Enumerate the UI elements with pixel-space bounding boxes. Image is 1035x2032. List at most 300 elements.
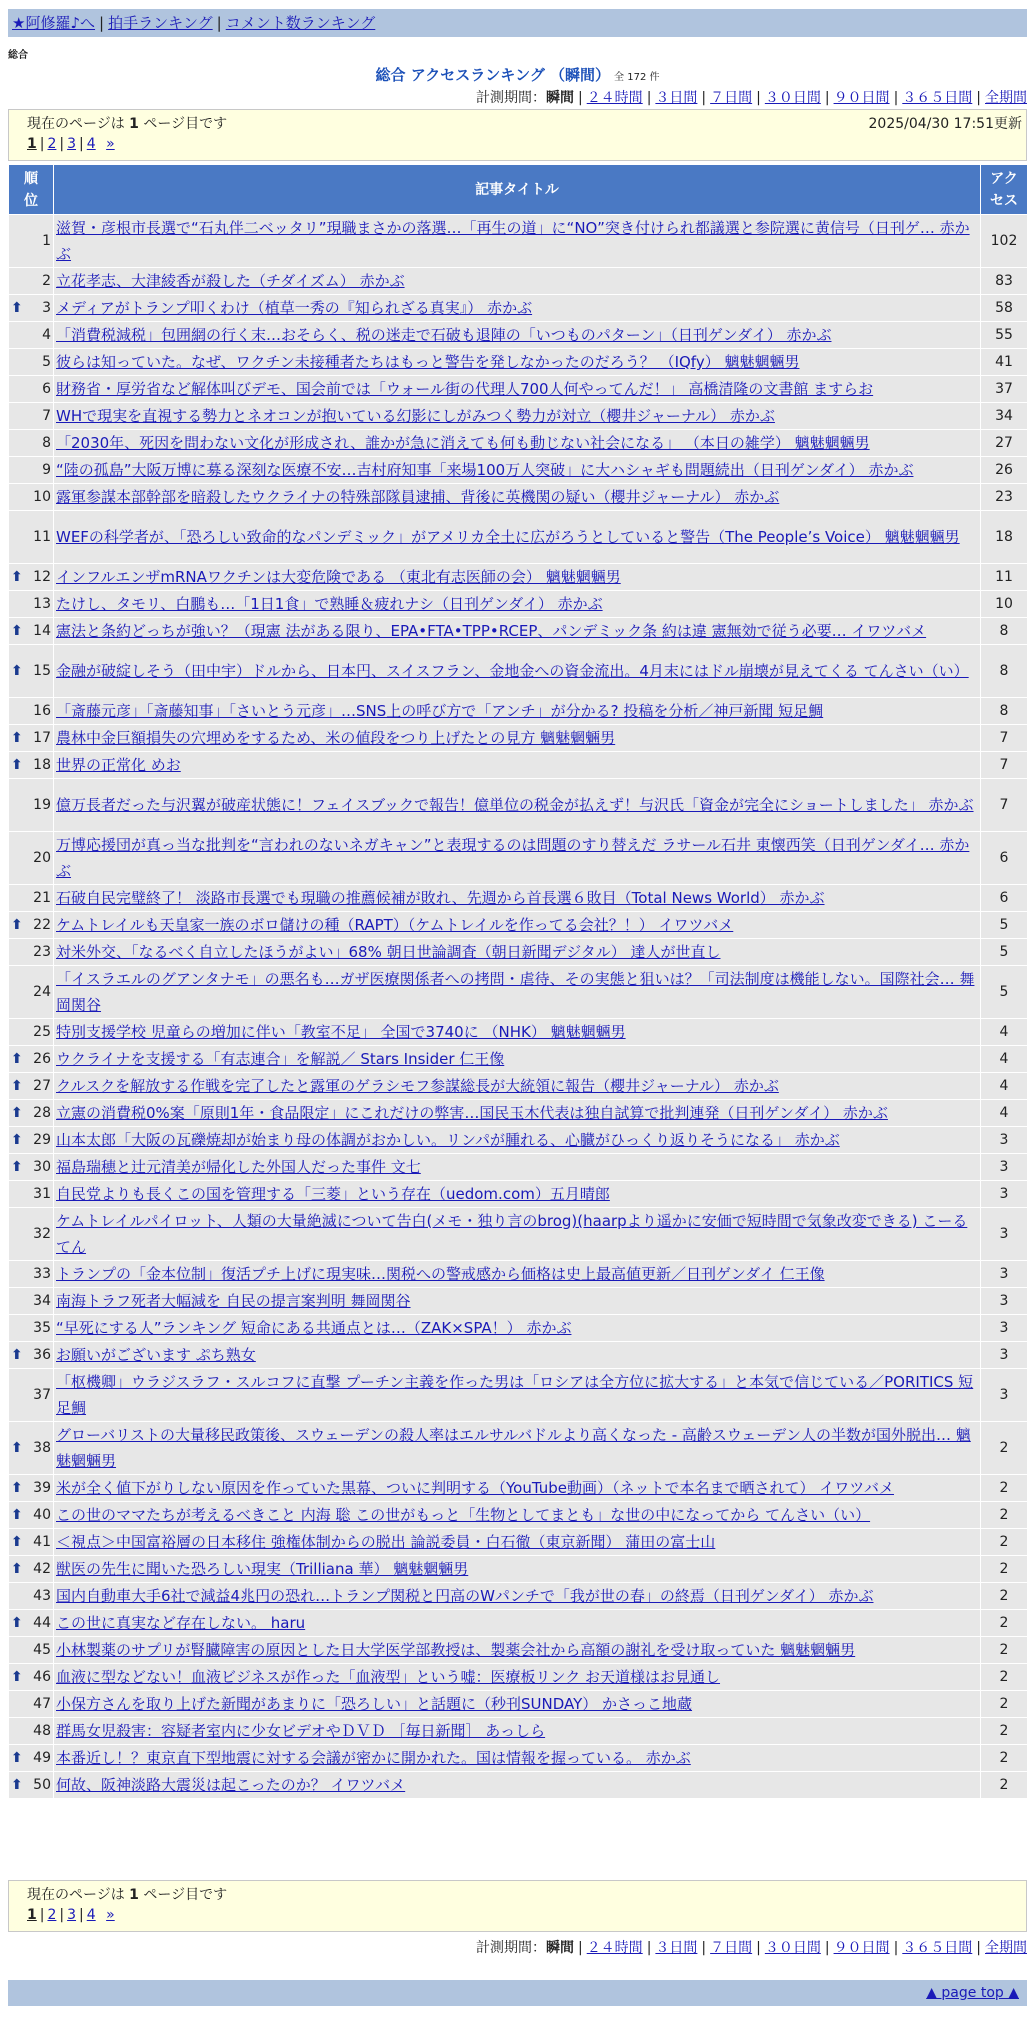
period-separator: |	[577, 90, 583, 106]
article-link[interactable]: トランプの「金本位制」復活プチ上げに現実味…関税への警戒感から価格は史上最高値更新／日刊ゲンダイ 仁王像	[56, 1265, 825, 1283]
rank-cell	[9, 591, 53, 617]
article-link[interactable]: 農林中金巨額損失の穴埋めをするため、米の値段をつり上げたとの見方 魑魅魍魎男	[56, 729, 616, 747]
next-page-link[interactable]: »	[106, 1907, 115, 1923]
table-row	[9, 268, 1027, 294]
table-row	[9, 939, 1027, 965]
nav-separator: |	[99, 14, 105, 32]
article-link[interactable]: メディアがトランプ叩くわけ（植草一秀の『知られざる真実』） 赤かぶ	[56, 299, 533, 317]
article-link[interactable]: ケムトレイルパイロット、人類の大量絶滅について告白(メモ・独り言のbrog)(haarpより遥かに安価で短時間で気象改変できる) こーるてん	[56, 1212, 968, 1256]
period-link[interactable]: ２４時間	[586, 1940, 643, 1956]
article-link[interactable]: 何故、阪神淡路大震災は起こったのか？ イワツバメ	[56, 1776, 406, 1794]
article-link[interactable]: 国内自動車大手6社で減益4兆円の恐れ…トランプ関税と円高のWパンチで「我が世の春」の終焉（日刊ゲンダイ） 赤かぶ	[56, 1587, 874, 1605]
page-top-link[interactable]: ▲ page top ▲	[926, 1985, 1019, 2001]
article-link[interactable]: この世のママたちが考えるべきこと 内海 聡 この世がもっと「生物としてまとも」な世の中になってから てんさい（い）	[56, 1506, 871, 1524]
table-row	[9, 1691, 1027, 1717]
period-separator: |	[646, 90, 652, 106]
period-link[interactable]: ９０日間	[833, 90, 890, 106]
page-separator: |	[79, 136, 84, 152]
period-link[interactable]: ３０日間	[764, 90, 821, 106]
article-link[interactable]: 「斎藤元彦」「斎藤知事」「さいとう元彦」…SNS上の呼び方で「アンチ」が分かる? 投稿を分析／神戸新聞 短足鯛	[56, 702, 824, 720]
table-row	[9, 1100, 1027, 1126]
rank-cell	[9, 1288, 53, 1314]
title-cell	[54, 1181, 980, 1207]
rank-number: 16	[33, 703, 51, 719]
rank-up-arrow-icon: ⬆	[11, 757, 23, 773]
table-row	[9, 457, 1027, 483]
access-count: 23	[981, 484, 1027, 510]
article-link[interactable]: 特別支援学校 児童らの増加に伴い「教室不足」 全国で3740に （NHK） 魑魅魍魎男	[56, 1023, 626, 1041]
rank-cell	[9, 215, 53, 267]
page-status-suffix: ページ目です	[138, 116, 228, 132]
period-separator: |	[976, 90, 981, 106]
article-link[interactable]: 小林製薬のサプリが腎臓障害の原因とした日大学医学部教授は、製薬会社から高額の謝礼を受け取っていた 魑魅魍魎男	[56, 1641, 856, 1659]
rank-cell	[9, 484, 53, 510]
rank-number: 50	[33, 1777, 51, 1793]
rank-cell	[9, 885, 53, 911]
rank-number: 24	[33, 984, 51, 1000]
rank-cell	[9, 403, 53, 429]
category-label: 総合	[8, 50, 28, 61]
access-count: 37	[981, 376, 1027, 402]
rank-cell	[9, 430, 53, 456]
article-link[interactable]: 獣医の先生に聞いた恐ろしい現実（Trilliana 華） 魑魅魍魎男	[56, 1560, 469, 1578]
article-link[interactable]: 「2030年、死因を問わない文化が形成され、誰かが急に消えても何も動じない社会になる」 （本日の雑学） 魑魅魍魎男	[56, 434, 870, 452]
page-link[interactable]: 3	[67, 136, 77, 152]
title-cell	[54, 832, 980, 884]
article-link[interactable]: ウクライナを支援する「有志連合」を解説／ Stars Insider 仁王像	[56, 1050, 505, 1068]
article-link[interactable]: 世界の正常化 めお	[56, 756, 181, 774]
rank-cell	[9, 1369, 53, 1421]
table-row	[9, 1208, 1027, 1260]
period-separator: |	[701, 90, 707, 106]
rank-cell	[9, 1664, 53, 1690]
access-count: 102	[981, 215, 1027, 267]
access-count: 8	[981, 618, 1027, 644]
next-page-link[interactable]: »	[106, 136, 115, 152]
table-row	[9, 912, 1027, 938]
page-status-number: 1	[129, 116, 139, 132]
col-header-rank-text: 順 位	[24, 170, 38, 209]
access-count: 5	[981, 912, 1027, 938]
period-separator: |	[577, 1940, 583, 1956]
pager-top	[8, 109, 1027, 161]
table-row	[9, 1422, 1027, 1474]
ranking-table	[8, 164, 1028, 1799]
col-header-access-text: アク セス	[990, 170, 1018, 209]
access-count: 4	[981, 1019, 1027, 1045]
period-link[interactable]: ３６５日間	[902, 1940, 973, 1956]
title-cell	[54, 457, 980, 483]
table-row	[9, 1502, 1027, 1528]
article-link[interactable]: 「枢機卿」ウラジスラフ・スルコフに直撃 プーチン主義を作った男は「ロシアは全方位に拡大する」と本気で信じている／PORITICS 短足鯛	[56, 1373, 974, 1417]
article-link[interactable]: 立花孝志、大津綾香が殺した（チダイズム） 赤かぶ	[56, 272, 405, 290]
table-row	[9, 645, 1027, 697]
table-row	[9, 1315, 1027, 1341]
rank-number: 4	[42, 327, 51, 343]
rank-number: 43	[33, 1588, 51, 1604]
rank-number: 36	[33, 1347, 51, 1363]
rank-number: 28	[33, 1105, 51, 1121]
access-count: 6	[981, 832, 1027, 884]
access-count: 3	[981, 1342, 1027, 1368]
rank-number: 11	[33, 529, 51, 545]
rank-number: 40	[33, 1507, 51, 1523]
rank-up-arrow-icon: ⬆	[11, 1440, 23, 1456]
title-cell	[54, 1342, 980, 1368]
rank-number: 41	[33, 1534, 51, 1550]
rank-up-arrow-icon: ⬆	[11, 300, 23, 316]
table-row	[9, 295, 1027, 321]
period-separator: |	[646, 1940, 652, 1956]
rank-cell	[9, 1772, 53, 1798]
period-separator: |	[824, 90, 830, 106]
article-link[interactable]: 金融が破綻しそう（田中宇）ドルから、日本円、スイスフラン、金地金への資金流出。4月末にはドル崩壊が見えてくる てんさい（い）	[56, 662, 969, 680]
table-row	[9, 885, 1027, 911]
article-link[interactable]: 立憲の消費税0%案「原則1年・食品限定」にこれだけの弊害…国民玉木代表は独自試算で批判連発（日刊ゲンダイ） 赤かぶ	[56, 1104, 888, 1122]
rank-cell	[9, 939, 53, 965]
rank-up-arrow-icon: ⬆	[11, 1750, 23, 1766]
rank-cell	[9, 1610, 53, 1636]
article-link[interactable]: たけし、タモリ、白鵬も…「1日1食」で熟睡＆疲れナシ（日刊ゲンダイ） 赤かぶ	[56, 595, 603, 613]
access-count: 7	[981, 779, 1027, 831]
table-row	[9, 1637, 1027, 1663]
article-link[interactable]: 「イスラエルのグアンタナモ」の悪名も…ガザ医療関係者への拷問・虐待、その実態と狙いは？「司法制度は機能しない。国際社会… 舞岡関谷	[56, 970, 975, 1014]
rank-cell	[9, 457, 53, 483]
table-row	[9, 618, 1027, 644]
table-row	[9, 1369, 1027, 1421]
rank-up-arrow-icon: ⬆	[11, 1105, 23, 1121]
period-separator: |	[701, 1940, 707, 1956]
page-title-line	[0, 64, 1035, 85]
table-row	[9, 511, 1027, 563]
nav-separator: |	[216, 14, 222, 32]
title-cell	[54, 1208, 980, 1260]
article-link[interactable]: 本番近し！？東京直下型地震に対する会議が密かに開かれた。国は情報を握っている。 赤かぶ	[56, 1749, 691, 1767]
article-link[interactable]: “陸の孤島”大阪万博に募る深刻な医療不安…吉村府知事「来場100万人突破」に大ハシャギも問題続出（日刊ゲンダイ） 赤かぶ	[56, 461, 914, 479]
rank-number: 18	[33, 757, 51, 773]
title-cell	[54, 322, 980, 348]
rank-number: 31	[33, 1186, 51, 1202]
access-count: 7	[981, 725, 1027, 751]
article-link[interactable]: 南海トラフ死者大幅減を 自民の提言案判明 舞岡関谷	[56, 1292, 411, 1310]
access-count: 2	[981, 1691, 1027, 1717]
article-link[interactable]: 山本太郎「大阪の瓦礫焼却が始まり母の体調がおかしい。リンパが腫れる、心臓がひっくり返りそうになる」 赤かぶ	[56, 1131, 840, 1149]
article-link[interactable]: 滋賀・彦根市長選で“石丸伴二ベッタリ”現職まさかの落選…「再生の道」に“NO”突き付けられ都議選と参院選に黄信号（日刊ゲ… 赤かぶ	[56, 219, 970, 263]
access-count: 7	[981, 752, 1027, 778]
page-current: 1	[27, 136, 37, 152]
rank-cell	[9, 1261, 53, 1287]
access-count: 41	[981, 349, 1027, 375]
rank-number: 49	[33, 1750, 51, 1766]
article-link[interactable]: 小保方さんを取り上げた新聞があまりに「恐ろしい」と話題に（秒刊SUNDAY） かさっこ地蔵	[56, 1695, 693, 1713]
article-link[interactable]: ケムトレイルも天皇家一族のボロ儲けの種（RAPT）（ケムトレイルを作ってる会社？！） イワツバメ	[56, 916, 734, 934]
access-count: 2	[981, 1422, 1027, 1474]
page-separator: |	[79, 1907, 84, 1923]
rank-up-arrow-icon: ⬆	[11, 917, 23, 933]
article-link[interactable]: 彼らは知っていた。なぜ、ワクチン未接種者たちはもっと警告を発しなかったのだろう？ （IQfy） 魑魅魍魎男	[56, 353, 800, 371]
title-cell	[54, 430, 980, 456]
access-count: 5	[981, 966, 1027, 1018]
page-status-number: 1	[129, 1887, 139, 1903]
rank-cell	[9, 1342, 53, 1368]
rank-number: 37	[33, 1387, 51, 1403]
title-cell	[54, 1315, 980, 1341]
rank-cell	[9, 698, 53, 724]
period-label: 計測期間：	[475, 1940, 546, 1956]
rank-number: 10	[33, 489, 51, 505]
access-count: 2	[981, 1664, 1027, 1690]
access-count: 3	[981, 1369, 1027, 1421]
col-header-title: 記事タイトル	[54, 165, 980, 214]
rank-cell	[9, 618, 53, 644]
rank-cell	[9, 295, 53, 321]
table-row	[9, 1475, 1027, 1501]
access-count: 2	[981, 1556, 1027, 1582]
title-cell	[54, 564, 980, 590]
rank-cell	[9, 1208, 53, 1260]
access-count: 3	[981, 1315, 1027, 1341]
table-row	[9, 1342, 1027, 1368]
rank-cell	[9, 1556, 53, 1582]
page-separator: |	[39, 1907, 45, 1923]
title-cell	[54, 1502, 980, 1528]
article-link[interactable]: 群馬女児殺害：容疑者室内に少女ビデオやＤＶＤ ［毎日新聞］ あっしら	[56, 1722, 546, 1740]
title-cell	[54, 1422, 980, 1474]
title-cell	[54, 1529, 980, 1555]
table-row	[9, 430, 1027, 456]
article-link[interactable]: 万博応援団が真っ当な批判を“言われのないネガキャン”と表現するのは問題のすり替えだ ラサール石井 東懐西笑（日刊ゲンダイ… 赤かぶ	[56, 836, 970, 880]
title-cell	[54, 966, 980, 1018]
rank-number: 1	[42, 233, 51, 249]
title-cell	[54, 376, 980, 402]
rank-number: 34	[33, 1293, 51, 1309]
rank-number: 13	[33, 596, 51, 612]
home-link[interactable]: ★阿修羅♪へ	[12, 14, 96, 32]
rank-up-arrow-icon: ⬆	[11, 1132, 23, 1148]
period-link[interactable]: ７日間	[710, 90, 753, 106]
title-cell	[54, 1610, 980, 1636]
table-row	[9, 322, 1027, 348]
access-count: 3	[981, 1261, 1027, 1287]
access-count: 2	[981, 1583, 1027, 1609]
article-link[interactable]: 対米外交、「なるべく自立したほうがよい」68% 朝日世論調査（朝日新聞デジタル） 達人が世直し	[56, 943, 721, 961]
rank-number: 7	[42, 408, 51, 424]
article-link[interactable]: お願いがございます ぷち熟女	[56, 1346, 256, 1364]
table-row	[9, 1154, 1027, 1180]
rank-cell	[9, 349, 53, 375]
rank-number: 2	[42, 273, 51, 289]
access-count: 2	[981, 1529, 1027, 1555]
rank-number: 3	[42, 300, 51, 316]
title-cell	[54, 1637, 980, 1663]
access-count: 4	[981, 1100, 1027, 1126]
rank-cell	[9, 1691, 53, 1717]
access-count: 58	[981, 295, 1027, 321]
period-link[interactable]: ７日間	[710, 1940, 753, 1956]
rank-number: 8	[42, 435, 51, 451]
page-separator: |	[59, 136, 65, 152]
article-link[interactable]: 米が全く値下がりしない原因を作っていた黒幕、ついに判明する（YouTube動画）（ネットで本名まで晒されて） イワツバメ	[56, 1479, 894, 1497]
footer-bar	[8, 1980, 1027, 2006]
rank-cell	[9, 1046, 53, 1072]
title-cell	[54, 1475, 980, 1501]
period-selector-top	[476, 87, 1027, 107]
period-link[interactable]: ３６５日間	[902, 90, 973, 106]
rank-cell	[9, 645, 53, 697]
rank-number: 48	[33, 1723, 51, 1739]
table-row	[9, 1718, 1027, 1744]
period-link[interactable]: ９０日間	[833, 1940, 890, 1956]
rank-cell	[9, 1502, 53, 1528]
rank-cell	[9, 1529, 53, 1555]
pager-bottom	[8, 1880, 1027, 1932]
table-row	[9, 484, 1027, 510]
page-link[interactable]: 2	[47, 136, 57, 152]
table-row	[9, 1610, 1027, 1636]
rank-number: 33	[33, 1266, 51, 1282]
title-cell	[54, 1718, 980, 1744]
rank-cell	[9, 1745, 53, 1771]
period-link[interactable]: ３０日間	[764, 1940, 821, 1956]
title-cell	[54, 1745, 980, 1771]
title-cell	[54, 912, 980, 938]
rank-cell	[9, 268, 53, 294]
rank-cell	[9, 1181, 53, 1207]
table-row	[9, 1664, 1027, 1690]
article-link[interactable]: ＜視点＞中国富裕層の日本移住 強権体制からの脱出 論説委員・白石徹（東京新聞） 蒲田の富士山	[56, 1533, 716, 1551]
title-cell	[54, 1100, 980, 1126]
access-count: 55	[981, 322, 1027, 348]
access-count: 34	[981, 403, 1027, 429]
rank-number: 23	[33, 944, 51, 960]
title-cell	[54, 1772, 980, 1798]
rank-number: 26	[33, 1051, 51, 1067]
rank-up-arrow-icon: ⬆	[11, 730, 23, 746]
table-row	[9, 564, 1027, 590]
rank-up-arrow-icon: ⬆	[11, 623, 23, 639]
article-link[interactable]: 露軍参謀本部幹部を暗殺したウクライナの特殊部隊員逮捕、背後に英機関の疑い（櫻井ジャーナル） 赤かぶ	[56, 488, 780, 506]
period-selector-bottom	[476, 1937, 1027, 1957]
page-links	[27, 1907, 115, 1923]
col-header-access	[981, 165, 1027, 214]
page-link[interactable]: 4	[86, 136, 96, 152]
access-count: 8	[981, 645, 1027, 697]
table-row	[9, 1583, 1027, 1609]
access-count: 2	[981, 1772, 1027, 1798]
page-separator: |	[59, 1907, 65, 1923]
title-cell	[54, 645, 980, 697]
page-link[interactable]: 2	[47, 1907, 57, 1923]
title-cell	[54, 403, 980, 429]
article-link[interactable]: インフルエンザmRNAワクチンは大変危険である （東北有志医師の会） 魑魅魍魎男	[56, 568, 621, 586]
title-cell	[54, 1154, 980, 1180]
title-cell	[54, 591, 980, 617]
access-count: 4	[981, 1073, 1027, 1099]
comment-ranking-link[interactable]: コメント数ランキング	[225, 14, 376, 32]
title-cell	[54, 511, 980, 563]
rank-number: 12	[33, 569, 51, 585]
title-cell	[54, 1664, 980, 1690]
article-link[interactable]: 福島瑞穂と辻元清美が帰化した外国人だった事件 文七	[56, 1158, 421, 1176]
period-link[interactable]: ３日間	[655, 1940, 698, 1956]
rank-number: 42	[33, 1561, 51, 1577]
rank-number: 44	[33, 1615, 51, 1631]
title-cell	[54, 779, 980, 831]
page-link[interactable]: 3	[67, 1907, 77, 1923]
rank-cell	[9, 322, 53, 348]
title-cell	[54, 1691, 980, 1717]
title-cell	[54, 698, 980, 724]
top-nav-bar	[8, 9, 1027, 37]
period-link[interactable]: ３日間	[655, 90, 698, 106]
article-link[interactable]: 億万長者だった与沢翼が破産状態に！フェイスブックで報告！億単位の税金が払えず！与沢氏「資金が完全にショートしました」 赤かぶ	[56, 796, 974, 814]
rank-up-arrow-icon: ⬆	[11, 1777, 23, 1793]
rank-number: 9	[42, 462, 51, 478]
table-row	[9, 591, 1027, 617]
article-link[interactable]: 血液に型などない！血液ビジネスが作った「血液型」という嘘：医療板リンク お天道様はお見通し	[56, 1668, 721, 1686]
clap-ranking-link[interactable]: 拍手ランキング	[108, 14, 213, 32]
page-separator	[99, 136, 103, 152]
article-link[interactable]: グローバリストの大量移民政策後、スウェーデンの殺人率はエルサルバドルより高くなった - 高齢スウェーデン人の半数が国外脱出… 魑魅魍魎男	[56, 1426, 971, 1470]
rank-cell	[9, 376, 53, 402]
article-link[interactable]: クルスクを解放する作戦を完了したと露軍のゲラシモフ参謀総長が大統領に報告（櫻井ジャーナル） 赤かぶ	[56, 1077, 779, 1095]
period-link[interactable]: ２４時間	[586, 90, 643, 106]
title-cell	[54, 1127, 980, 1153]
rank-cell	[9, 511, 53, 563]
rank-cell	[9, 1073, 53, 1099]
title-cell	[54, 885, 980, 911]
period-separator: |	[756, 1940, 761, 1956]
table-row	[9, 1529, 1027, 1555]
period-link[interactable]: 全期間	[985, 90, 1027, 106]
rank-number: 39	[33, 1480, 51, 1496]
article-link[interactable]: この世に真実など存在しない。 haru	[56, 1614, 306, 1632]
rank-number: 38	[33, 1440, 51, 1456]
rank-number: 35	[33, 1320, 51, 1336]
article-link[interactable]: 憲法と条約どっちが強い？（現憲 法がある限り、EPA•FTA•TPP•RCEP、パンデミック条 約は違 憲無効で従う必要… イワツバメ	[56, 622, 927, 640]
rank-number: 32	[33, 1226, 51, 1242]
article-link[interactable]: 自民党よりも長くこの国を管理する「三菱」という存在（uedom.com）五月晴郎	[56, 1185, 610, 1203]
period-label: 計測期間：	[475, 90, 546, 106]
access-count: 2	[981, 1745, 1027, 1771]
col-header-rank	[9, 165, 53, 214]
rank-number: 45	[33, 1642, 51, 1658]
period-separator: |	[893, 90, 899, 106]
period-current: 瞬間	[545, 1940, 574, 1956]
article-link[interactable]: 石破自民完璧終了！ 淡路市長選でも現職の推薦候補が敗れ、先週から首長選６敗目（Total News World） 赤かぶ	[56, 889, 825, 907]
article-link[interactable]: WHで現実を直視する勢力とネオコンが抱いている幻影にしがみつく勢力が対立（櫻井ジャーナル） 赤かぶ	[56, 407, 775, 425]
rank-up-arrow-icon: ⬆	[11, 1561, 23, 1577]
rank-number: 22	[33, 917, 51, 933]
table-row	[9, 1073, 1027, 1099]
article-link[interactable]: 財務省・厚労省など解体叫びデモ、国会前では「ウォール街の代理人700人何やってんだ！」 高橋清隆の文書館 ますらお	[56, 380, 874, 398]
title-cell	[54, 349, 980, 375]
page-link[interactable]: 4	[86, 1907, 96, 1923]
article-link[interactable]: 「消費税減税」包囲網の行く末…おそらく、税の迷走で石破も退陣の「いつものパターン」（日刊ゲンダイ） 赤かぶ	[56, 326, 832, 344]
table-row	[9, 752, 1027, 778]
article-link[interactable]: WEFの科学者が、「恐ろしい致命的なパンデミック」がアメリカ全土に広がろうとしていると警告（The People’s Voice） 魑魅魍魎男	[56, 528, 960, 546]
article-link[interactable]: “早死にする人”ランキング 短命にある共通点とは…（ZAK×SPA！） 赤かぶ	[56, 1319, 572, 1337]
page-status-prefix: 現在のページは	[27, 1887, 130, 1903]
table-row	[9, 1745, 1027, 1771]
page-separator	[99, 1907, 103, 1923]
page-title: 総合 アクセスランキング （瞬間）	[375, 66, 611, 84]
rank-cell	[9, 1100, 53, 1126]
access-count: 2	[981, 1637, 1027, 1663]
rank-cell	[9, 1637, 53, 1663]
period-link[interactable]: 全期間	[985, 1940, 1027, 1956]
rank-cell	[9, 1422, 53, 1474]
